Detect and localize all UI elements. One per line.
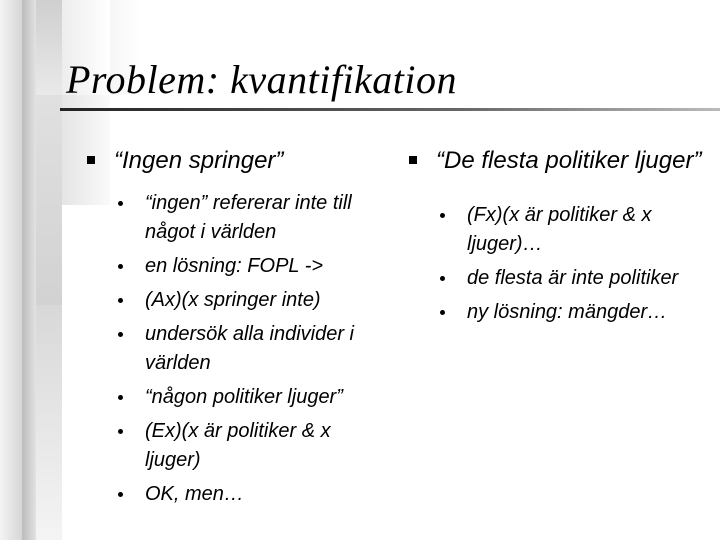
dot-bullet-icon <box>118 429 123 434</box>
sub-bullet <box>407 264 707 293</box>
decor-bar <box>22 0 36 540</box>
sub-bullet-text: ny lösning: mängder… <box>467 301 668 323</box>
sub-bullet-list <box>407 201 707 327</box>
dot-bullet-icon <box>118 298 123 303</box>
main-bullet-right <box>407 146 707 175</box>
sub-bullet <box>85 252 385 281</box>
dot-bullet-icon <box>118 264 123 269</box>
sub-bullet-text: “någon politiker ljuger” <box>145 386 343 408</box>
sub-bullet <box>85 480 385 509</box>
dot-bullet-icon <box>440 310 445 315</box>
slide-title: Problem: kvantifikation <box>66 57 458 102</box>
sub-bullet-text: de flesta är inte politiker <box>467 267 679 289</box>
sub-bullet <box>407 201 707 259</box>
dot-bullet-icon <box>118 332 123 337</box>
sub-bullet-text: (Ex)(x är politiker & x ljuger) <box>145 420 331 471</box>
dot-bullet-icon <box>118 395 123 400</box>
right-column <box>407 146 707 332</box>
sub-bullet-text: OK, men… <box>145 483 244 505</box>
sub-bullet <box>85 286 385 315</box>
main-bullet-left <box>85 146 385 175</box>
dot-bullet-icon <box>118 492 123 497</box>
sub-bullet <box>407 298 707 327</box>
left-column <box>85 146 385 514</box>
decor-bar <box>36 305 62 540</box>
sub-bullet <box>85 189 385 247</box>
sub-bullet-text: undersök alla individer i världen <box>145 323 355 374</box>
sub-bullet <box>85 417 385 475</box>
square-bullet-icon <box>409 156 417 164</box>
decor-bar <box>36 95 62 305</box>
sub-bullet <box>85 383 385 412</box>
sub-bullet-text: (Ax)(x springer inte) <box>145 289 321 311</box>
main-bullet-text: “De flesta politiker ljuger” <box>436 147 702 174</box>
sub-bullet-text: (Fx)(x är politiker & x ljuger)… <box>467 204 652 255</box>
decor-bar <box>36 0 62 95</box>
dot-bullet-icon <box>118 201 123 206</box>
dot-bullet-icon <box>440 276 445 281</box>
sub-bullet <box>85 320 385 378</box>
square-bullet-icon <box>87 156 95 164</box>
title-underline <box>60 108 720 111</box>
sub-bullet-text: “ingen” refererar inte till något i världen <box>145 192 352 243</box>
main-bullet-text: “Ingen springer” <box>114 147 284 174</box>
decor-bar <box>0 0 22 540</box>
sub-bullet-list <box>85 189 385 509</box>
sub-bullet-text: en lösning: FOPL -> <box>145 255 324 277</box>
dot-bullet-icon <box>440 213 445 218</box>
